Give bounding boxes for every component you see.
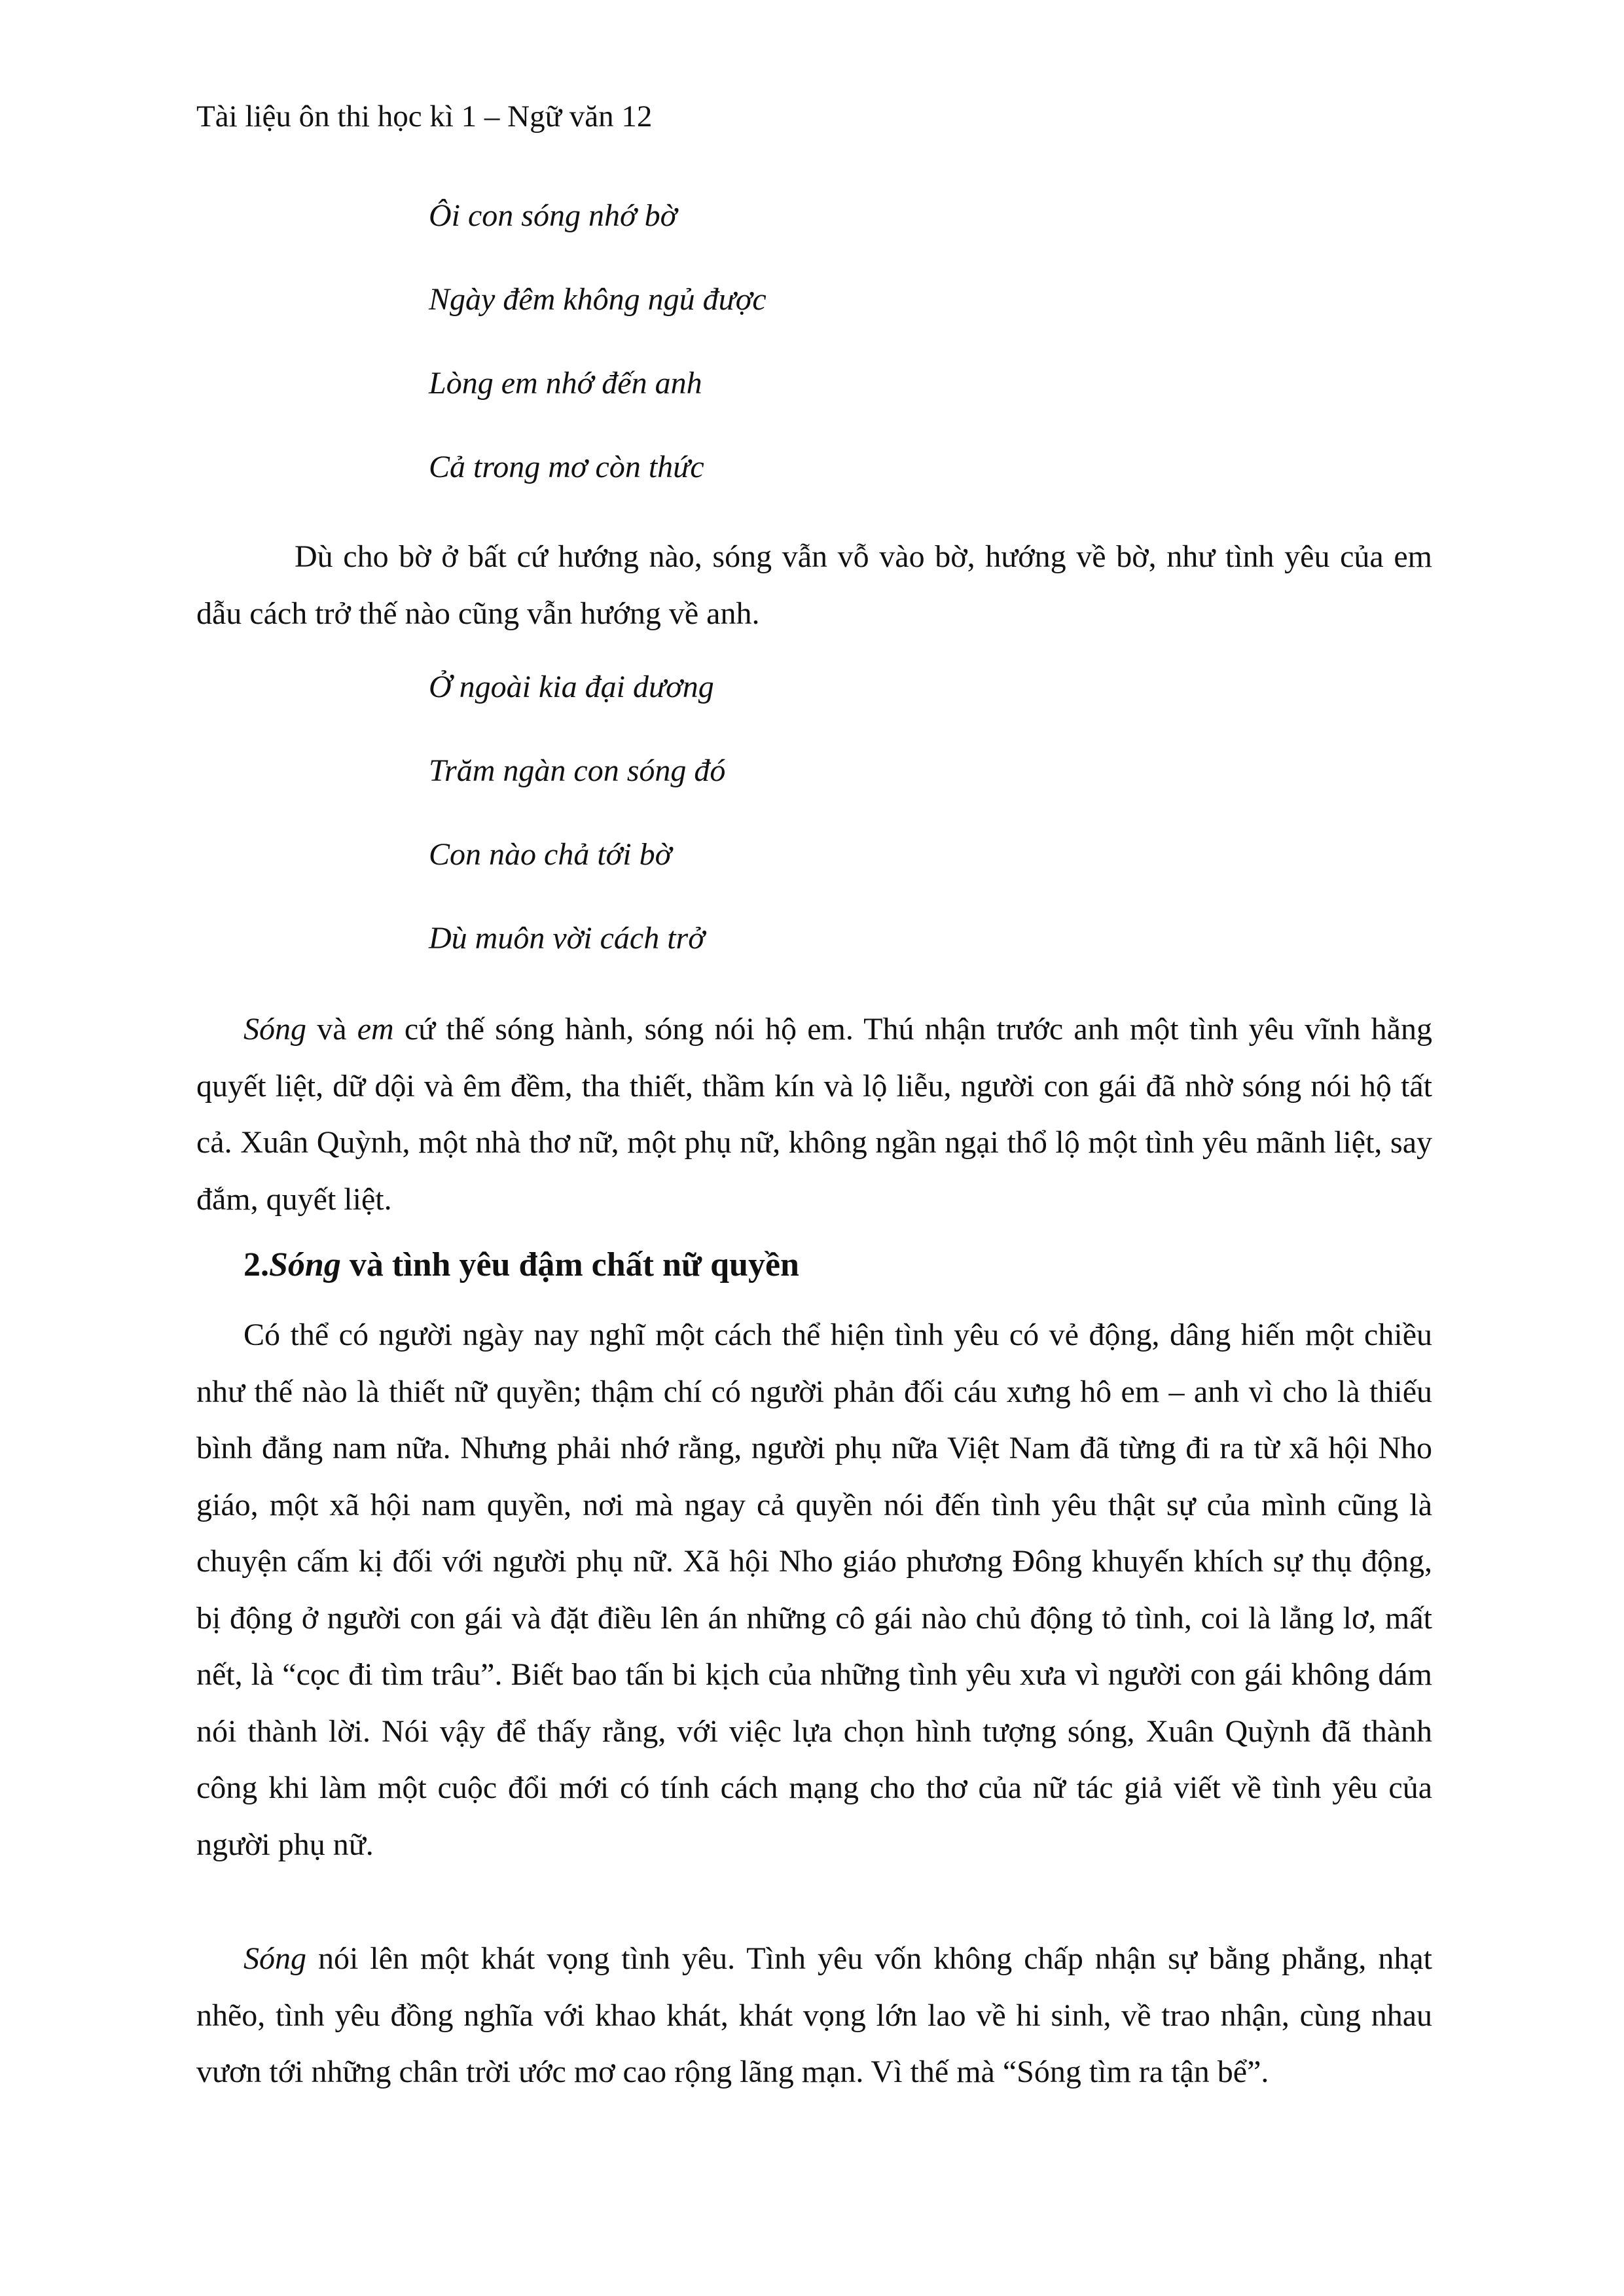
verse-line: Ở ngoài kia đại dương	[429, 670, 714, 704]
paragraph	[196, 1931, 1432, 2101]
emphasis: em	[357, 1012, 394, 1047]
paragraph: Có thể có người ngày nay nghĩ một cách thể hiện tình yêu có vẻ động, dâng hiến một chiều như thế nào là thiết nữ quyền; thậm chí có người phản đối cáu xưng hô em – anh vì cho là thiếu bình đẳng nam nữa. Nhưng phải nhớ rằng, người phụ nữa Việt Nam đã từng đi ra từ xã hội Nho giáo, một xã hội nam quyền, nơi mà ngay cả quyền nói đến tình yêu thật sự của mình cũng là chuyện cấm kị đối với người phụ nữ. Xã hội Nho giáo phương Đông khuyến khích sự thụ động, bị động ở người con gái và đặt điều lên án những cô gái nào chủ động tỏ tình, coi là lẳng lơ, mất nết, là “cọc đi tìm trâu”. Biết bao tấn bi kịch của những tình yêu xưa vì người con gái không dám nói thành lời. Nói vậy để thấy rằng, với việc lựa chọn hình tượng sóng, Xuân Quỳnh đã thành công khi làm một cuộc đổi mới có tính cách mạng cho thơ của nữ tác giả viết về tình yêu của người phụ nữ.	[196, 1318, 1432, 1862]
section-heading	[244, 1242, 799, 1288]
verse-line: Lòng em nhớ đến anh	[429, 366, 702, 401]
text-run: và	[306, 1012, 357, 1047]
emphasis: Sóng	[244, 1941, 306, 1976]
heading-emphasis: Sóng	[269, 1246, 341, 1283]
text-run: nói lên một khát vọng tình yêu. Tình yêu vốn không chấp nhận sự bằng phẳng, nhạt nhẽo, tình yêu đồng nghĩa với khao khát, khát vọng lớn lao về hi sinh, về trao nhận, cùng nhau vươn tới những chân trời ước mơ cao rộng lãng mạn. Vì thế mà “Sóng tìm ra tận bể”.	[196, 1941, 1432, 2089]
heading-number: 2.	[244, 1246, 269, 1283]
verse-line: Con nào chả tới bờ	[429, 837, 672, 872]
verse-line: Cả trong mơ còn thức	[429, 450, 704, 484]
paragraph: Dù cho bờ ở bất cứ hướng nào, sóng vẫn vỗ vào bờ, hướng về bờ, như tình yêu của em dẫu cách trở thế nào cũng vẫn hướng về anh.	[196, 539, 1432, 631]
page-header: Tài liệu ôn thi học kì 1 – Ngữ văn 12	[196, 99, 653, 134]
verse-line: Ngày đêm không ngủ được	[429, 282, 767, 317]
text-run: cứ thế sóng hành, sóng nói hộ em. Thú nhận trước anh một tình yêu vĩnh hằng quyết liệt, dữ dội và êm đềm, tha thiết, thầm kín và lộ liễu, người con gái đã nhờ sóng nói hộ tất cả. Xuân Quỳnh, một nhà thơ nữ, một phụ nữ, không ngần ngại thổ lộ một tình yêu mãnh liệt, say đắm, quyết liệt.	[196, 1012, 1432, 1217]
verse-line: Dù muôn vời cách trở	[429, 921, 705, 956]
emphasis: Sóng	[244, 1012, 306, 1047]
verse-line: Trăm ngàn con sóng đó	[429, 753, 726, 788]
heading-text: và tình yêu đậm chất nữ quyền	[340, 1246, 799, 1283]
paragraph	[196, 1001, 1432, 1228]
verse-line: Ôi con sóng nhớ bờ	[429, 198, 677, 233]
